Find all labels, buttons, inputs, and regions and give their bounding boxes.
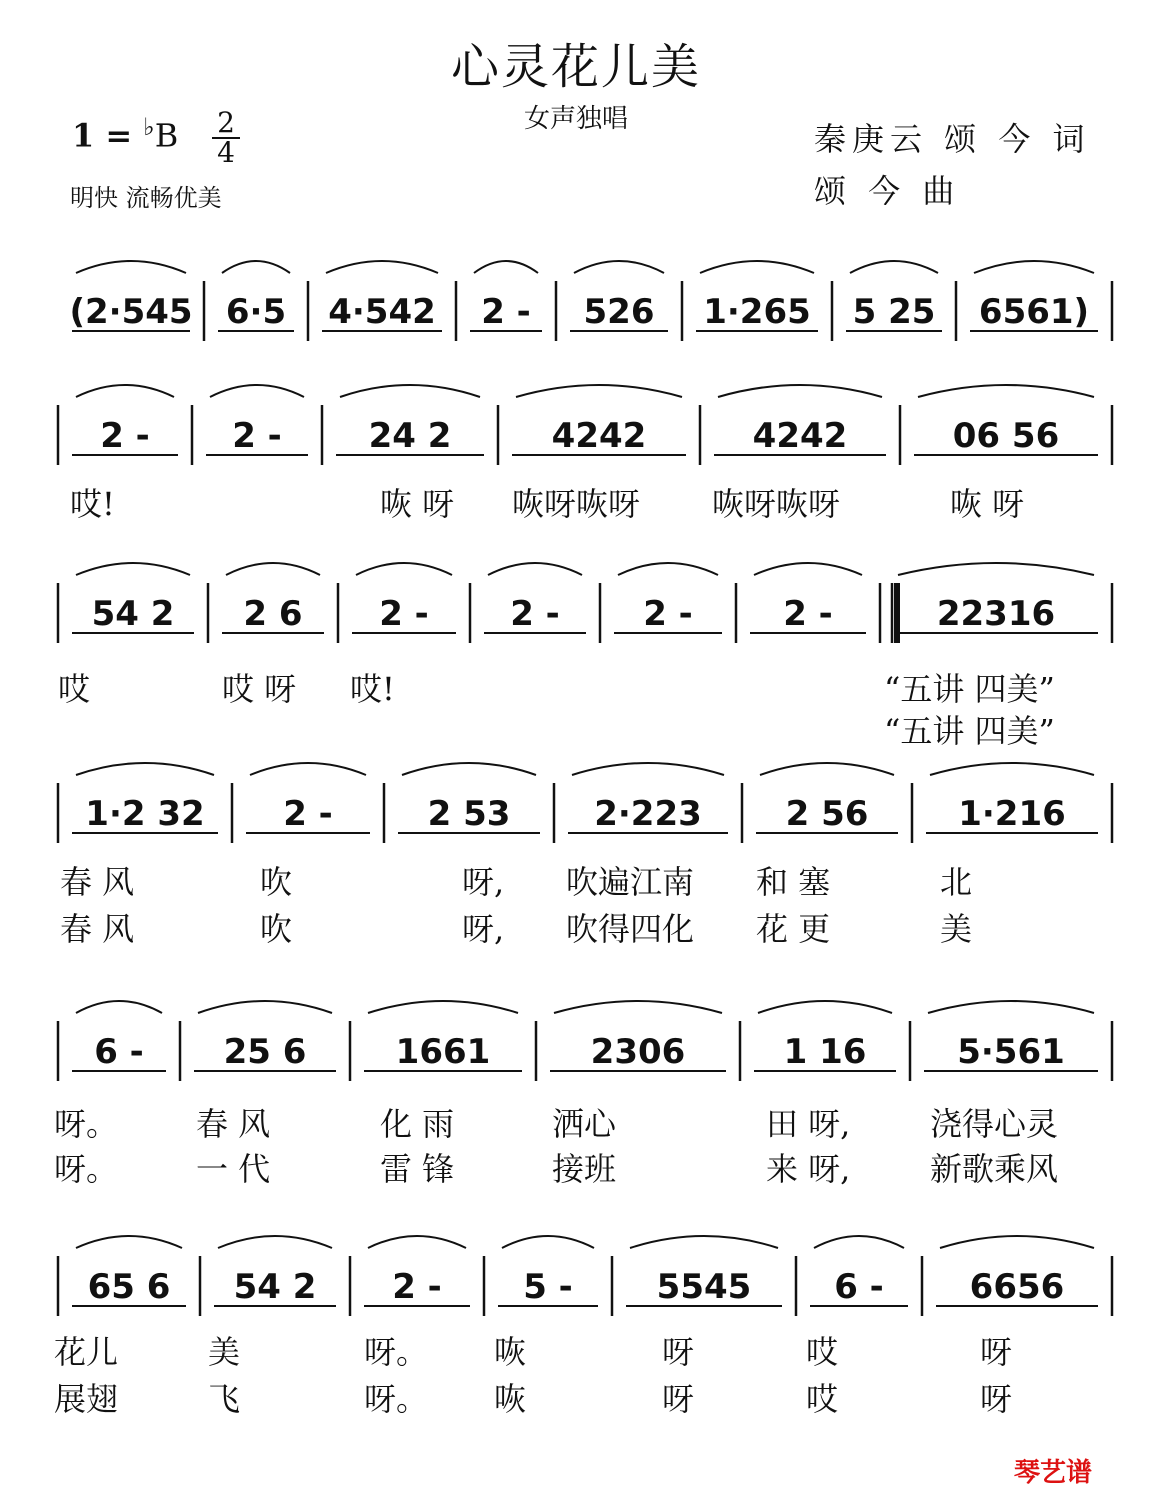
lyric-verse-2: 来 呀,: [766, 1150, 851, 1188]
meter-top: 2: [217, 106, 235, 139]
note-group: 2 53: [427, 794, 511, 834]
lyric-verse-1: 化 雨: [380, 1105, 455, 1143]
lyric-verse-1: 哎!: [70, 485, 115, 523]
score-line-3: [58, 563, 1112, 750]
note-group: 2 -: [232, 416, 282, 456]
lyric-verse-1: 呀: [662, 1333, 695, 1371]
slur-arc: [918, 385, 1094, 397]
lyric-verse-1: 咴: [494, 1333, 527, 1371]
note-group: 1·265: [703, 292, 811, 332]
lyric-verse-2: 咴: [494, 1380, 527, 1418]
note-group: 2 6: [243, 594, 303, 634]
note-group: 6·5: [225, 292, 287, 332]
lyric-verse-1: 咴 呀: [380, 485, 455, 523]
note-group: 5545: [656, 1267, 752, 1307]
note-group: 2 -: [783, 594, 833, 634]
note-group: 2 -: [379, 594, 429, 634]
lyric-verse-2: 吹得四化: [566, 910, 695, 948]
slur-arc: [516, 385, 682, 397]
credit-lyrics: 秦庚云 颂 今 词: [814, 120, 1091, 158]
note-group: 526: [583, 292, 655, 332]
note-group: 2 -: [643, 594, 693, 634]
key-prefix: 1 =: [72, 116, 144, 155]
lyric-verse-1: 洒心: [552, 1105, 617, 1143]
slur-arc: [930, 763, 1094, 775]
slur-arc: [210, 385, 304, 397]
lyric-verse-1: 咴呀咴呀: [512, 485, 641, 523]
lyric-verse-2: 哎: [806, 1380, 839, 1418]
lyric-verse-1: 和 塞: [756, 863, 831, 901]
slur-arc: [814, 1236, 904, 1248]
note-group: (2·545: [69, 292, 193, 332]
slur-arc: [572, 763, 724, 775]
slur-arc: [754, 563, 862, 575]
lyric-verse-2: 吹: [260, 910, 293, 948]
note-group: 2 -: [283, 794, 333, 834]
slur-arc: [368, 1001, 518, 1013]
slur-arc: [76, 563, 190, 575]
lyric-verse-2: 飞: [208, 1380, 241, 1418]
slur-arc: [974, 261, 1094, 273]
lyric-verse-2: 接班: [552, 1150, 617, 1188]
lyric-verse-1: 吹: [260, 863, 293, 901]
note-group: 6561): [978, 292, 1090, 332]
slur-arc: [554, 1001, 722, 1013]
lyric-verse-2: 雷 锋: [380, 1150, 455, 1188]
lyric-verse-1: 呀,: [462, 863, 505, 901]
tempo-marking: 明快 流畅优美: [70, 184, 222, 212]
note-group: 22316: [936, 594, 1056, 634]
lyric-verse-2: 呀: [980, 1380, 1013, 1418]
note-group: 6 -: [834, 1267, 884, 1307]
song-subtitle: 女声独唱: [523, 104, 628, 134]
lyric-verse-1: 哎 呀: [222, 670, 297, 708]
score-line-1: [69, 261, 1112, 341]
slur-arc: [222, 261, 290, 273]
note-group: 1·216: [958, 794, 1066, 834]
note-group: 2 56: [785, 794, 869, 834]
lyric-verse-1: 春 风: [196, 1105, 271, 1143]
note-group: 1·2 32: [85, 794, 205, 834]
slur-arc: [226, 563, 320, 575]
slur-arc: [760, 763, 894, 775]
score-line-6: [54, 1236, 1112, 1418]
lyric-verse-2: 呀。: [364, 1380, 429, 1418]
slur-arc: [850, 261, 938, 273]
lyric-verse-2: 呀: [662, 1380, 695, 1418]
score-line-5: [54, 1001, 1112, 1188]
note-group: 4242: [551, 416, 647, 456]
lyric-verse-1: 花儿: [54, 1333, 119, 1371]
lyric-verse-1: 吹遍江南: [566, 863, 695, 901]
slur-arc: [718, 385, 882, 397]
lyric-verse-2: 美: [940, 910, 973, 948]
lyric-verse-1: 呀。: [54, 1105, 119, 1143]
note-group: 6656: [969, 1267, 1065, 1307]
lyric-verse-2: “五讲 四美”: [884, 712, 1055, 750]
note-group: 24 2: [368, 416, 452, 456]
lyric-verse-1: “五讲 四美”: [884, 670, 1055, 708]
slur-arc: [898, 563, 1094, 575]
lyric-verse-1: 哎: [806, 1333, 839, 1371]
slur-arc: [76, 261, 186, 273]
flat-sign: ♭: [143, 112, 155, 141]
note-group: 5·561: [957, 1032, 1065, 1072]
slur-arc: [340, 385, 480, 397]
note-group: 6 -: [94, 1032, 144, 1072]
lyric-verse-1: 咴 呀: [950, 485, 1025, 523]
lyric-verse-1: 美: [208, 1333, 241, 1371]
lyric-verse-1: 浇得心灵: [930, 1105, 1059, 1143]
score-line-4: [58, 763, 1112, 948]
note-group: 2 -: [392, 1267, 442, 1307]
credit-music: 颂 今 曲: [814, 172, 961, 210]
slur-arc: [940, 1236, 1094, 1248]
note-group: 4242: [752, 416, 848, 456]
slur-arc: [76, 1236, 182, 1248]
note-group: 2 -: [510, 594, 560, 634]
score-line-2: [58, 385, 1112, 523]
song-title: 心灵花儿美: [450, 39, 701, 95]
slur-arc: [618, 563, 718, 575]
note-group: 1 16: [783, 1032, 867, 1072]
slur-arc: [76, 1001, 162, 1013]
note-group: 5 25: [852, 292, 936, 332]
lyric-verse-2: 花 更: [756, 910, 831, 948]
slur-arc: [402, 763, 536, 775]
slur-arc: [218, 1236, 332, 1248]
lyric-verse-2: 新歌乘风: [930, 1150, 1059, 1188]
lyric-verse-2: 展翅: [54, 1380, 119, 1418]
slur-arc: [474, 261, 538, 273]
slur-arc: [76, 763, 214, 775]
lyric-verse-1: 春 风: [60, 863, 135, 901]
lyric-verse-1: 哎: [58, 670, 91, 708]
lyric-verse-1: 田 呀,: [766, 1105, 851, 1143]
note-group: 5 -: [523, 1267, 573, 1307]
slur-arc: [502, 1236, 594, 1248]
lyric-verse-1: 呀。: [364, 1333, 429, 1371]
note-group: 2 -: [481, 292, 531, 332]
slur-arc: [700, 261, 814, 273]
slur-arc: [574, 261, 664, 273]
slur-arc: [356, 563, 452, 575]
slur-arc: [758, 1001, 892, 1013]
watermark-logo: 琴艺谱: [1014, 1458, 1093, 1488]
slur-arc: [928, 1001, 1094, 1013]
note-group: 4·542: [328, 292, 436, 332]
slur-arc: [198, 1001, 332, 1013]
note-group: 25 6: [223, 1032, 307, 1072]
slur-arc: [76, 385, 174, 397]
slur-arc: [326, 261, 438, 273]
note-group: 54 2: [233, 1267, 317, 1307]
lyric-verse-1: 哎!: [350, 670, 395, 708]
lyric-verse-2: 呀,: [462, 910, 505, 948]
key-note: B: [154, 116, 179, 155]
note-group: 1661: [395, 1032, 491, 1072]
lyric-verse-1: 北: [940, 863, 973, 901]
meter-bottom: 4: [217, 136, 235, 169]
note-group: 2 -: [100, 416, 150, 456]
slur-arc: [488, 563, 582, 575]
slur-arc: [250, 763, 366, 775]
note-group: 65 6: [87, 1267, 171, 1307]
lyric-verse-2: 一 代: [196, 1150, 271, 1188]
lyric-verse-1: 咴呀咴呀: [712, 485, 841, 523]
note-group: 06 56: [952, 416, 1060, 456]
slur-arc: [368, 1236, 466, 1248]
note-group: 2·223: [594, 794, 702, 834]
slur-arc: [630, 1236, 778, 1248]
lyric-verse-1: 呀: [980, 1333, 1013, 1371]
note-group: 54 2: [91, 594, 175, 634]
note-group: 2306: [590, 1032, 686, 1072]
lyric-verse-2: 呀。: [54, 1150, 119, 1188]
lyric-verse-2: 春 风: [60, 910, 135, 948]
